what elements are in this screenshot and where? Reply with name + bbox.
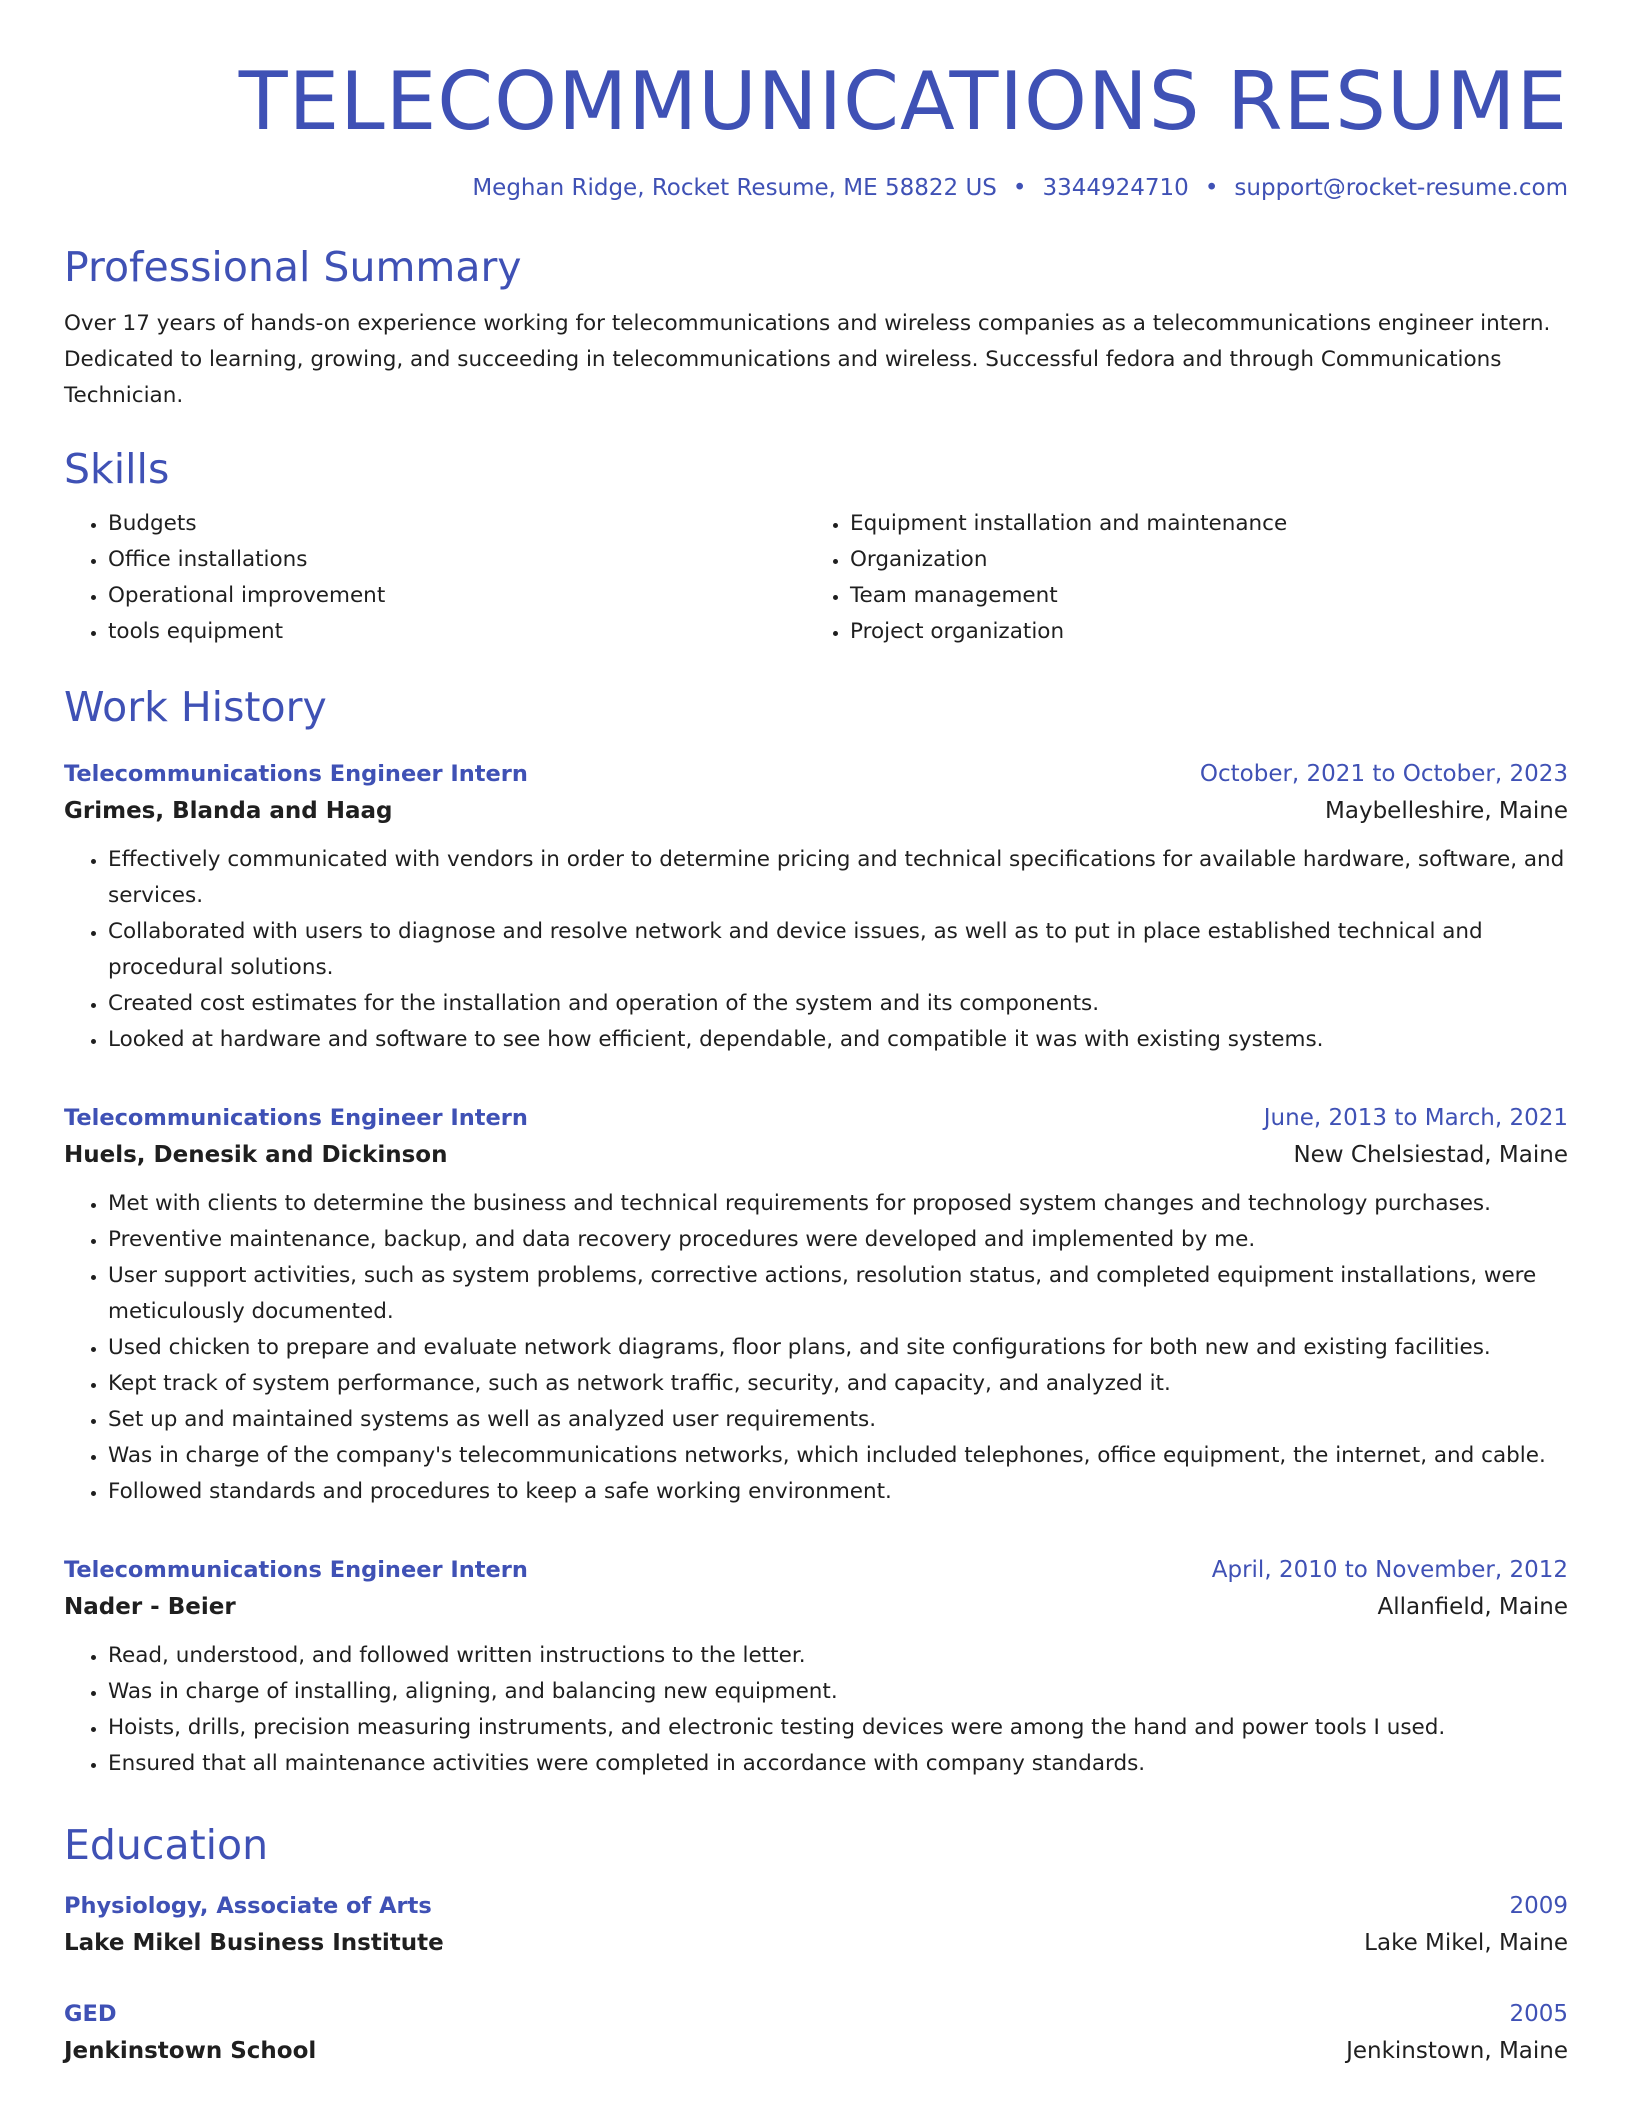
job-bullets	[64, 1186, 1568, 1510]
job-bullets	[64, 1638, 1568, 1782]
job-header-row	[64, 756, 1568, 792]
skill-item: • Equipment installation and maintenance	[850, 506, 1568, 542]
job-bullet: • Followed standards and procedures to keep a safe working environment.	[108, 1474, 1568, 1510]
job-bullet: • User support activities, such as system problems, corrective actions, resolution status, and completed equipment installations, were meticulously documented.	[108, 1258, 1568, 1330]
education-location: Lake Mikel, Maine	[1364, 1930, 1568, 1956]
contact-email: support@rocket-resume.com	[1234, 175, 1568, 201]
education-heading: Education	[64, 1821, 269, 1869]
education-year: 2009	[1509, 1893, 1568, 1919]
job-employer: Grimes, Blanda and Haag	[64, 798, 393, 824]
job-entry	[64, 1100, 1568, 1510]
job-title: Telecommunications Engineer Intern	[64, 761, 528, 787]
job-dates: June, 2013 to March, 2021	[1263, 1105, 1568, 1131]
education-location: Jenkinstown, Maine	[1346, 2038, 1568, 2064]
job-bullet: • Was in charge of the company's telecommunications networks, which included telephones, office equipment, the internet, and cable.	[108, 1438, 1568, 1474]
contact-phone: 3344924710	[1042, 175, 1189, 201]
skill-item: • Organization	[850, 542, 1568, 578]
summary-heading: Professional Summary	[64, 243, 522, 291]
job-employer-row	[64, 1588, 1568, 1626]
job-bullet: • Met with clients to determine the business and technical requirements for proposed system changes and technology purchases.	[108, 1186, 1568, 1222]
education-header-row	[64, 1888, 1568, 1924]
skill-item: • Team management	[850, 578, 1568, 614]
skill-item: • Budgets	[108, 506, 806, 542]
contact-line	[64, 172, 1568, 204]
job-bullet: • Hoists, drills, precision measuring instruments, and electronic testing devices were among the hand and power tools I used.	[108, 1710, 1568, 1746]
skills-list-left	[64, 506, 806, 650]
job-title: Telecommunications Engineer Intern	[64, 1557, 528, 1583]
job-location: Allanfield, Maine	[1377, 1594, 1568, 1620]
contact-separator: •	[1012, 175, 1027, 201]
job-bullet: • Used chicken to prepare and evaluate network diagrams, floor plans, and site configurations for both new and existing facilities.	[108, 1330, 1568, 1366]
contact-address: Meghan Ridge, Rocket Resume, ME 58822 US	[472, 175, 997, 201]
job-bullet: • Looked at hardware and software to see how efficient, dependable, and compatible it was with existing systems.	[108, 1022, 1568, 1058]
job-entry	[64, 756, 1568, 1058]
skills-grid	[64, 506, 1568, 650]
job-bullet: • Effectively communicated with vendors in order to determine pricing and technical specifications for available hardware, software, and services.	[108, 842, 1568, 914]
education-school-row	[64, 2032, 1568, 2070]
job-location: New Chelsiestad, Maine	[1293, 1142, 1568, 1168]
job-title: Telecommunications Engineer Intern	[64, 1105, 528, 1131]
job-employer: Nader - Beier	[64, 1594, 236, 1620]
skill-item: • Operational improvement	[108, 578, 806, 614]
job-bullet: • Collaborated with users to diagnose and resolve network and device issues, as well as to put in place established technical and procedural solutions.	[108, 914, 1568, 986]
education-header-row	[64, 1996, 1568, 2032]
job-bullets	[64, 842, 1568, 1058]
job-employer-row	[64, 1136, 1568, 1174]
resume-header	[64, 0, 1568, 204]
job-employer-row	[64, 792, 1568, 830]
job-bullet: • Created cost estimates for the installation and operation of the system and its components.	[108, 986, 1568, 1022]
education-entry	[64, 1888, 1568, 1962]
skill-item: • tools equipment	[108, 614, 806, 650]
education-entry	[64, 1996, 1568, 2070]
job-bullet: • Read, understood, and followed written instructions to the letter.	[108, 1638, 1568, 1674]
skill-item: • Project organization	[850, 614, 1568, 650]
job-bullet: • Kept track of system performance, such as network traffic, security, and capacity, and analyzed it.	[108, 1366, 1568, 1402]
education-school: Jenkinstown School	[64, 2038, 317, 2064]
job-bullet: • Was in charge of installing, aligning, and balancing new equipment.	[108, 1674, 1568, 1710]
job-entry	[64, 1552, 1568, 1782]
education-degree: GED	[64, 2001, 117, 2027]
job-header-row	[64, 1552, 1568, 1588]
skills-heading: Skills	[64, 445, 170, 493]
job-header-row	[64, 1100, 1568, 1136]
contact-separator: •	[1204, 175, 1219, 201]
education-year: 2005	[1509, 2001, 1568, 2027]
summary-text: Over 17 years of hands-on experience working for telecommunications and wireless companies as a telecommunications engineer intern. Dedicated to learning, growing, and succeeding in telecommunications and wireless. Successful fedora and through Communications Technician.	[64, 311, 1551, 408]
job-employer: Huels, Denesik and Dickinson	[64, 1142, 448, 1168]
work-history-heading: Work History	[64, 683, 327, 731]
job-location: Maybelleshire, Maine	[1325, 798, 1568, 824]
job-bullet: • Preventive maintenance, backup, and data recovery procedures were developed and implemented by me.	[108, 1222, 1568, 1258]
job-bullet: • Ensured that all maintenance activities were completed in accordance with company standards.	[108, 1746, 1568, 1782]
skill-item: • Office installations	[108, 542, 806, 578]
skills-list-right	[806, 506, 1568, 650]
job-dates: October, 2021 to October, 2023	[1199, 761, 1568, 787]
education-school: Lake Mikel Business Institute	[64, 1930, 444, 1956]
job-dates: April, 2010 to November, 2012	[1211, 1557, 1568, 1583]
education-degree: Physiology, Associate of Arts	[64, 1893, 432, 1919]
resume-title: TELECOMMUNICATIONS RESUME	[238, 55, 1568, 148]
education-school-row	[64, 1924, 1568, 1962]
job-bullet: • Set up and maintained systems as well as analyzed user requirements.	[108, 1402, 1568, 1438]
